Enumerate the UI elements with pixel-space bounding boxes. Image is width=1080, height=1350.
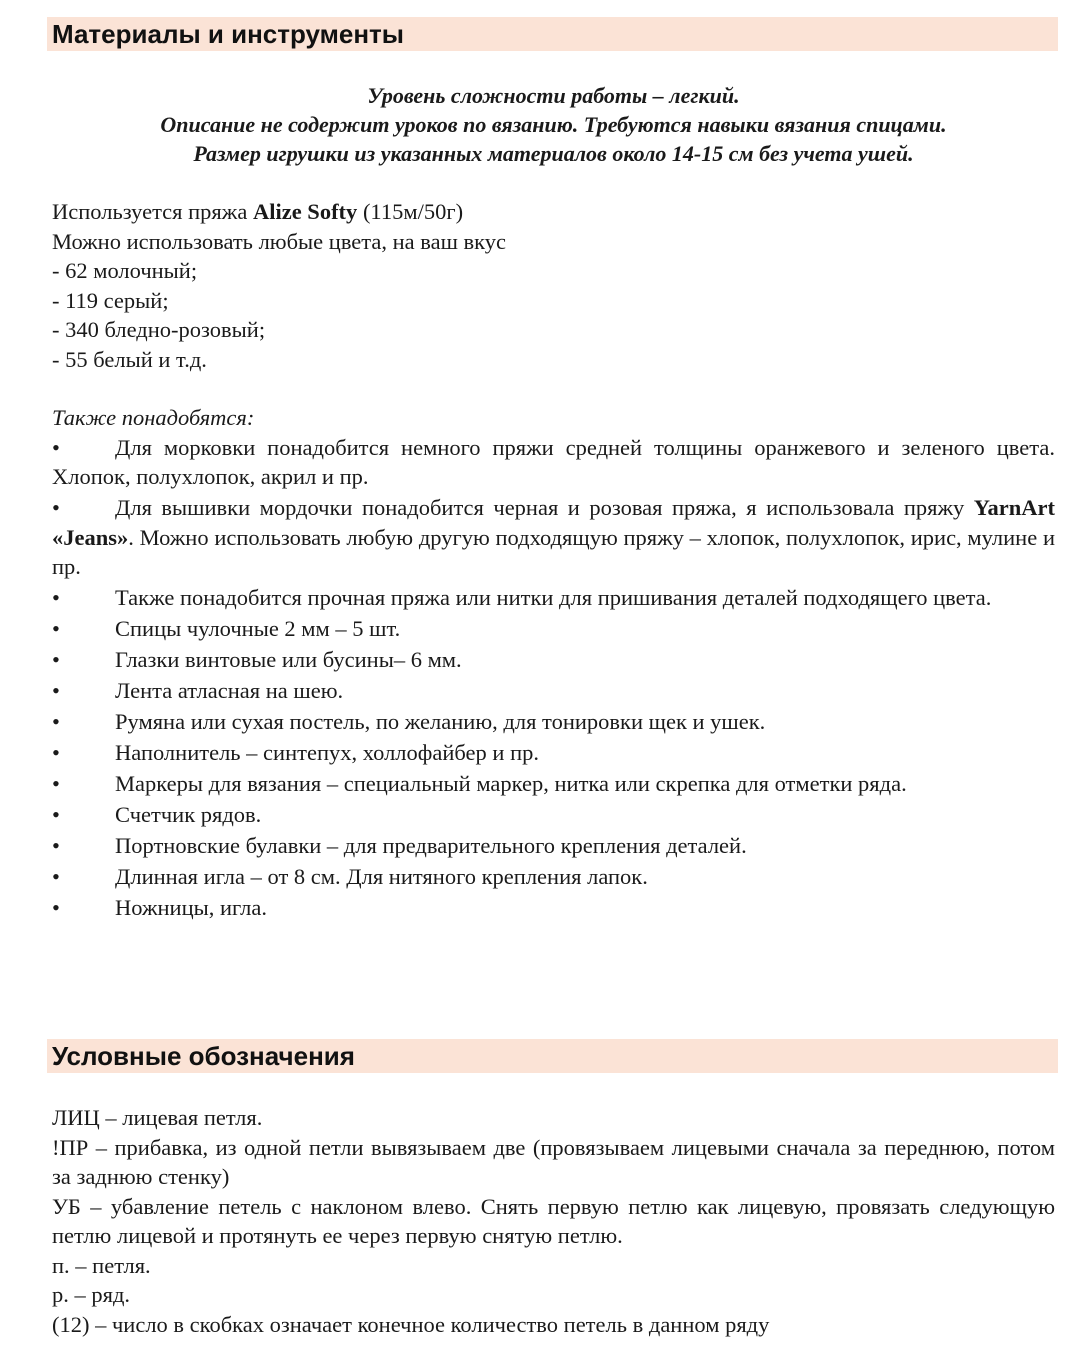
intro-line-difficulty: Уровень сложности работы – легкий.	[367, 83, 740, 108]
supply-text: . Можно использовать любую другую подходящую пряжу – хлопок, полухлопок, ирис, мулине и пр.	[52, 524, 1055, 579]
colors-intro: Можно использовать любые цвета, на ваш вкус	[52, 228, 507, 254]
yarn-suffix: (115м/50г)	[357, 199, 464, 224]
embroidery-yarn-brand: YarnArt «Jeans»	[52, 495, 1055, 550]
supply-item	[52, 862, 1055, 892]
bullet-icon: •	[52, 434, 60, 460]
supply-item	[52, 893, 1055, 923]
color-item: - 62 молочный;	[52, 258, 198, 283]
supply-item	[52, 645, 1055, 675]
supply-text: Портновские булавки – для предварительного крепления деталей.	[115, 833, 747, 858]
bullet-icon: •	[52, 709, 60, 734]
bullet-icon: •	[52, 771, 60, 796]
supply-item-carrot	[52, 433, 1055, 492]
bullet-icon: •	[52, 647, 60, 672]
legend-item: п. – петля.	[52, 1252, 151, 1278]
bullet-icon: •	[52, 616, 60, 641]
bullet-icon: •	[52, 833, 60, 858]
supply-text: Ножницы, игла.	[115, 895, 267, 920]
intro-line-size: Размер игрушки из указанных материалов около 14-15 см без учета ушей.	[193, 141, 914, 166]
legend-item: р. – ряд.	[52, 1282, 131, 1307]
also-needed-block	[52, 403, 1055, 924]
color-item: - 119 серый;	[52, 287, 169, 313]
supply-text: Маркеры для вязания – специальный маркер, нитка или скрепка для отметки ряда.	[115, 771, 907, 796]
supply-text: Спицы чулочные 2 мм – 5 шт.	[115, 616, 401, 641]
bullet-icon: •	[52, 802, 60, 827]
supply-text: Для морковки понадобится немного пряжи средней толщины оранжевого и зеленого цвета. Хлопок, полухлопок, акрил и пр.	[52, 434, 1055, 489]
section-title-materials: Материалы и инструменты	[47, 17, 1058, 51]
legend-item: !ПР – прибавка, из одной петли вывязываем две (провязываем лицевыми сначала за переднюю, потом за заднюю стенку)	[52, 1134, 1055, 1189]
bullet-icon: •	[52, 495, 60, 520]
supply-item	[52, 769, 1055, 799]
supply-item	[52, 831, 1055, 861]
bullet-icon: •	[52, 585, 60, 610]
legend-item: (12) – число в скобках означает конечное количество петель в данном ряду	[52, 1311, 770, 1337]
yarn-brand: Alize Softy	[252, 199, 358, 224]
supply-item-embroidery	[52, 493, 1055, 582]
supply-item	[52, 676, 1055, 706]
bullet-icon: •	[52, 678, 60, 703]
supply-text: Для вышивки мордочки понадобится черная и розовая пряжа, я использовала пряжу	[115, 495, 974, 520]
bullet-icon: •	[52, 740, 60, 765]
supply-item	[52, 583, 1055, 613]
yarn-line	[52, 197, 1055, 227]
bullet-icon: •	[52, 864, 60, 889]
intro-line-description: Описание не содержит уроков по вязанию. Требуются навыки вязания спицами.	[160, 112, 947, 137]
also-needed-label: Также понадобятся:	[52, 405, 255, 430]
supply-item	[52, 707, 1055, 737]
color-item: - 340 бледно-розовый;	[52, 317, 266, 342]
legend-item: ЛИЦ – лицевая петля.	[52, 1105, 263, 1130]
supply-text: Длинная игла – от 8 см. Для нитяного крепления лапок.	[115, 864, 648, 889]
legend-block	[52, 1103, 1055, 1339]
supply-text: Наполнитель – синтепух, холлофайбер и пр.	[115, 740, 539, 765]
supplies-list	[52, 433, 1055, 923]
supply-item	[52, 614, 1055, 644]
supply-text: Также понадобится прочная пряжа или нитки для пришивания деталей подходящего цвета.	[115, 585, 992, 610]
supply-text: Счетчик рядов.	[115, 802, 262, 827]
bullet-icon: •	[52, 895, 60, 920]
section-title-legend: Условные обозначения	[47, 1039, 1058, 1073]
difficulty-intro	[52, 81, 1055, 168]
supply-text: Лента атласная на шею.	[115, 678, 344, 703]
yarn-prefix: Используется пряжа	[52, 199, 253, 224]
supply-item	[52, 800, 1055, 830]
legend-item: УБ – убавление петель с наклоном влево. Снять первую петлю как лицевую, провязать следующую петлю лицевой и протянуть ее через первую снятую петлю.	[52, 1193, 1055, 1248]
supply-item	[52, 738, 1055, 768]
supply-text: Румяна или сухая постель, по желанию, для тонировки щек и ушек.	[115, 709, 766, 734]
yarn-block	[52, 197, 1055, 374]
supply-text: Глазки винтовые или бусины– 6 мм.	[115, 647, 462, 672]
color-item: - 55 белый и т.д.	[52, 346, 207, 372]
